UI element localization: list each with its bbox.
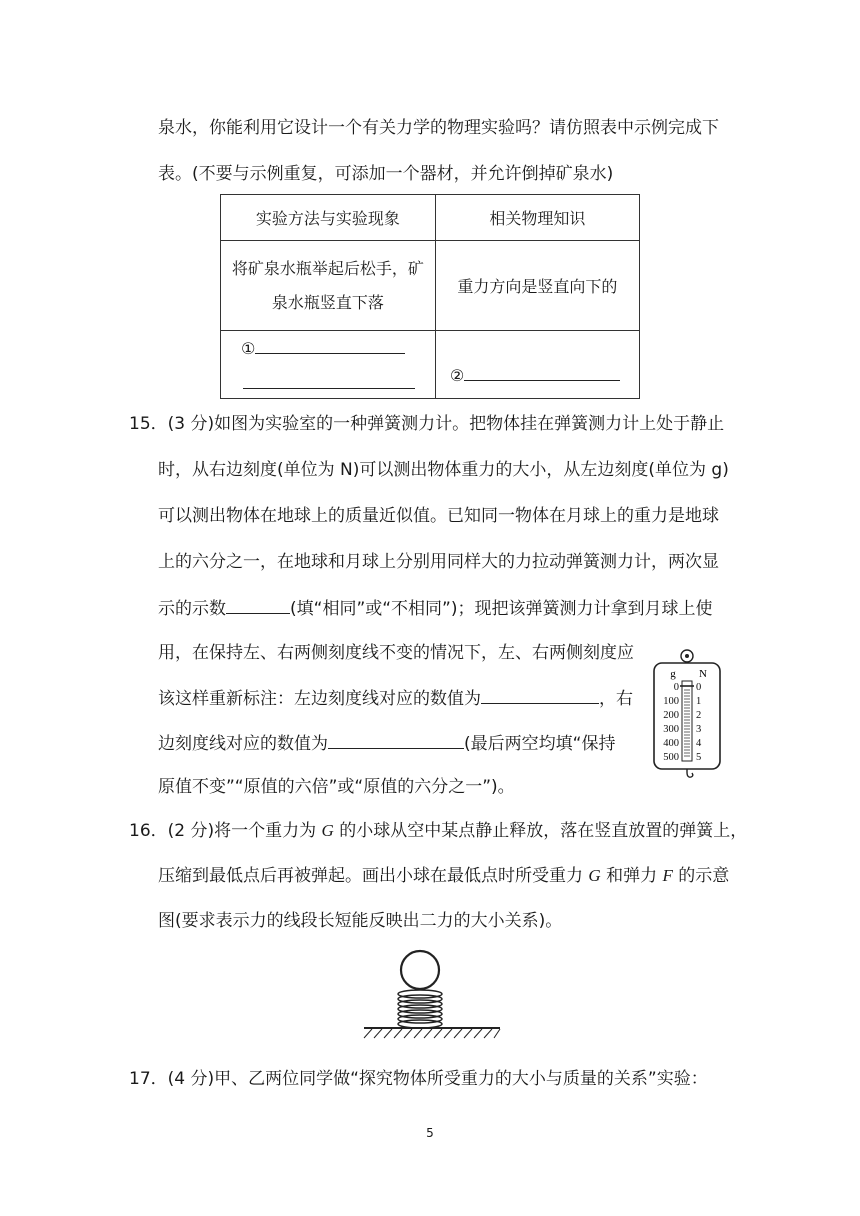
q15-line-8-a: 边刻度线对应的数值为: [158, 734, 328, 754]
blank-1-label: ①: [241, 338, 256, 358]
q16-line-1-a: 16．(2 分)将一个重力为: [129, 821, 322, 841]
q16-symbol-g-2: G: [588, 866, 601, 885]
q16-line-2: [158, 865, 729, 887]
q15-line-7: [158, 687, 633, 710]
scale-right-tick-4: 4: [696, 738, 702, 749]
table-example-knowledge: 重力方向是竖直向下的: [435, 241, 639, 331]
table-blank-method-cell: [221, 331, 436, 399]
q16-line-2-a: 压缩到最低点后再被弹起。画出小球在最低点时所受重力: [158, 866, 589, 886]
q15-line-9: 原值不变”“原值的六倍”或“原值的六分之一”)。: [158, 777, 515, 797]
q15-line-5-a: 示的示数: [158, 599, 226, 619]
q15-answer-blank-2[interactable]: [481, 687, 599, 704]
table-header-method: 实验方法与实验现象: [221, 195, 436, 241]
q15-line-5-b: (填“相同”或“不相同”)；现把该弹簧测力计拿到月球上使: [290, 599, 713, 619]
q15-line-8: [158, 732, 615, 755]
q16-line-3: 图(要求表示力的线段长短能反映出二力的大小关系)。: [158, 911, 563, 931]
scale-right-tick-5: 5: [696, 752, 702, 763]
q15-line-7-b: ，右: [599, 689, 633, 709]
q15-line-3: 可以测出物体在地球上的质量近似值。已知同一物体在月球上的重力是地球: [158, 506, 719, 526]
answer-blank-1b[interactable]: [243, 372, 415, 389]
q15-answer-blank-3[interactable]: [328, 732, 464, 749]
blank-2-label: ②: [449, 366, 465, 385]
scale-right-tick-3: 3: [696, 724, 702, 735]
scale-left-tick-500: 500: [663, 752, 679, 763]
q16-symbol-f: F: [662, 866, 673, 885]
example-method-line-1: 将矿泉水瓶举起后松手，矿: [231, 258, 424, 278]
scale-left-tick-100: 100: [663, 696, 679, 707]
q16-line-1-b: 的小球从空中某点静止释放，落在竖直放置的弹簧上，: [333, 821, 748, 841]
scale-right-tick-1: 1: [696, 696, 702, 707]
scale-left-tick-200: 200: [663, 710, 679, 721]
answer-blank-1a[interactable]: [255, 337, 405, 354]
scale-left-tick-400: 400: [663, 738, 679, 749]
q16-symbol-g: G: [321, 821, 334, 840]
scale-right-tick-0: 0: [696, 682, 702, 693]
q15-line-6: 用，在保持左、右两侧刻度线不变的情况下，左、右两侧刻度应: [158, 643, 634, 663]
table-header-knowledge: 相关物理知识: [435, 195, 639, 241]
q15-line-1: 15．(3 分)如图为实验室的一种弹簧测力计。把物体挂在弹簧测力计上处于静止: [129, 414, 725, 434]
scale-left-tick-300: 300: [663, 724, 679, 735]
q15-line-4: 上的六分之一，在地球和月球上分别用同样大的力拉动弹簧测力计，两次显: [158, 552, 719, 572]
scale-unit-right: N: [699, 668, 707, 680]
q15-line-8-b: (最后两空均填“保持: [464, 734, 616, 754]
ball-spring-figure: [360, 948, 506, 1040]
table-blank-knowledge-cell: [435, 331, 639, 399]
table-example-method: [221, 241, 436, 331]
page-number: 5: [426, 1126, 434, 1140]
experiment-table: [220, 194, 640, 399]
intro-line-1: 泉水，你能利用它设计一个有关力学的物理实验吗？请仿照表中示例完成下: [158, 118, 719, 138]
q16-line-2-b: 和弹力: [600, 866, 663, 886]
q15-line-2: 时，从右边刻度(单位为 N)可以测出物体重力的大小，从左边刻度(单位为 g): [158, 460, 729, 480]
q17-line-1: 17．(4 分)甲、乙两位同学做“探究物体所受重力的大小与质量的关系”实验：: [129, 1069, 708, 1089]
scale-left-tick-0: 0: [673, 682, 679, 693]
scale-unit-left: g: [670, 668, 676, 680]
q15-line-5: [158, 597, 713, 620]
q16-line-2-c: 的示意: [672, 866, 730, 886]
q16-line-1: [129, 820, 747, 842]
spring-scale-figure: [652, 648, 722, 780]
intro-line-2: 表。(不要与示例重复，可添加一个器材，并允许倒掉矿泉水): [158, 164, 614, 184]
answer-blank-2[interactable]: [464, 364, 620, 381]
q15-line-7-a: 该这样重新标注：左边刻度线对应的数值为: [158, 689, 481, 709]
scale-right-tick-2: 2: [696, 710, 702, 721]
example-method-line-2: 泉水瓶竖直下落: [271, 292, 384, 312]
q15-answer-blank-1[interactable]: [226, 597, 290, 614]
